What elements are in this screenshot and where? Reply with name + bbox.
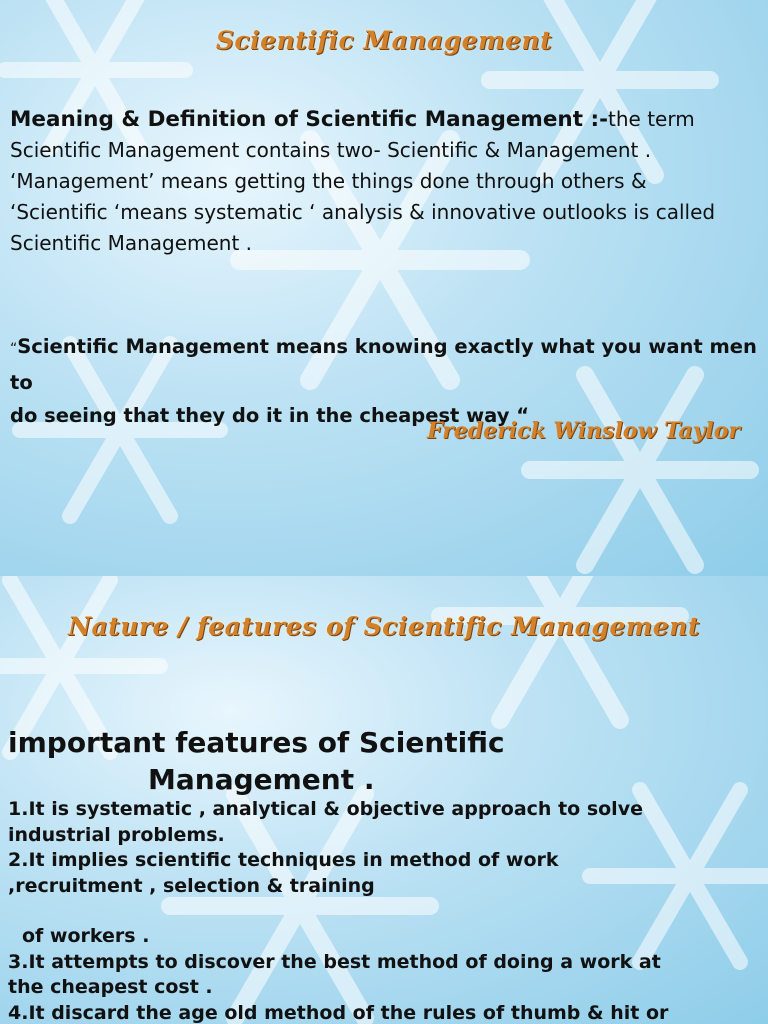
list-item: the cheapest cost . xyxy=(8,976,213,998)
list-item: ,recruitment , selection & training xyxy=(8,874,375,897)
features-list xyxy=(8,797,760,1024)
features-heading-line: Management . xyxy=(148,763,375,796)
definition-line: the term xyxy=(608,107,695,131)
quote-line: Scientific Management means knowing exactly what you want men to xyxy=(10,335,757,394)
definition-line: Scientific Management . xyxy=(10,231,253,255)
definition-line: ‘Scientific ‘means systematic ‘ analysis & innovative outlooks is called xyxy=(10,200,716,224)
features-heading xyxy=(8,724,505,798)
quote-attribution: Frederick Winslow Taylor xyxy=(426,418,740,444)
definition-separator: :- xyxy=(583,107,609,132)
definition-heading: Meaning & Definition of Scientific Management xyxy=(10,107,583,132)
list-item: 1.It is systematic , analytical & objective approach to solve xyxy=(8,798,643,820)
list-item: 3.It attempts to discover the best method of doing a work at xyxy=(8,950,661,973)
slide-1-title: Scientific Management xyxy=(215,26,553,55)
list-item: 2.It implies scientific techniques in method of work xyxy=(8,849,559,871)
features-heading-line: important features of Scientific xyxy=(8,726,505,759)
list-item: of workers . xyxy=(22,925,150,947)
slide-2 xyxy=(0,576,768,1024)
list-item: 4.It discard the age old method of the rules of thumb & hit or xyxy=(8,1001,669,1024)
definition-line: ‘Management’ means getting the things done through others & xyxy=(10,169,647,193)
list-item: industrial problems. xyxy=(8,823,225,846)
list-spacer xyxy=(8,899,760,924)
quote-open-mark: “ xyxy=(10,341,18,357)
taylor-quote xyxy=(10,330,760,432)
definition-paragraph xyxy=(10,104,760,259)
definition-line: Scientific Management contains two- Scientific & Management . xyxy=(10,138,652,162)
quote-line: do seeing that they do it in the cheapest way “ xyxy=(10,404,530,427)
slide-2-title: Nature / features of Scientific Management xyxy=(68,612,700,641)
